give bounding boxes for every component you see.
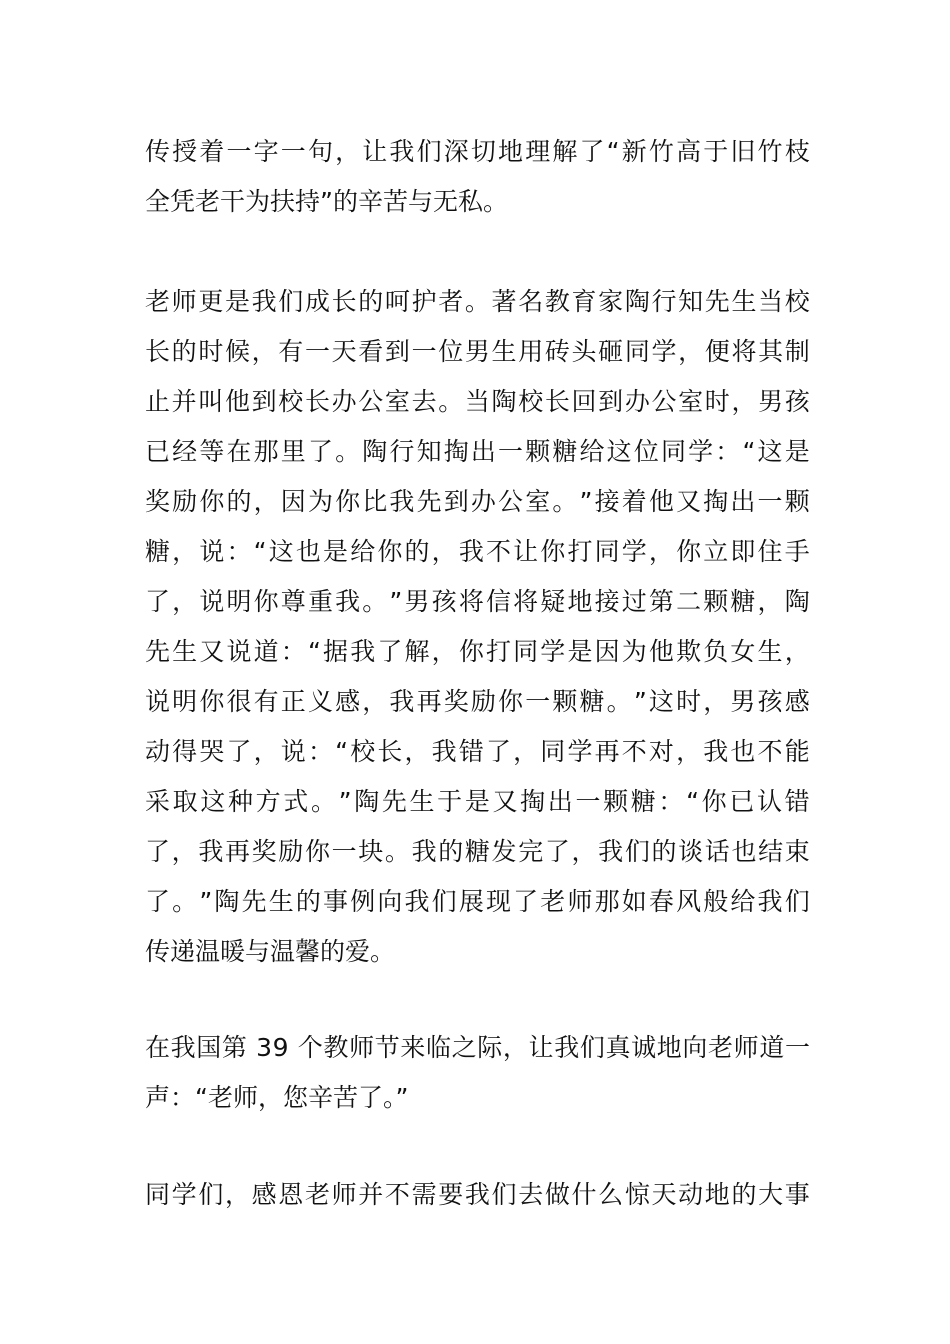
text-line: 老 师 更 是 我 们 成 长 的 呵 护 者 。 著 名 教 育 家 陶 行 知 先 生 当 校 <box>145 287 810 316</box>
text-line: 了 ， 我 再 奖 励 你 一 块 。 我 的 糖 发 完 了 ， 我 们 的 谈 话 也 结 束 <box>145 837 810 866</box>
text-line: 同 学 们 ， 感 恩 老 师 并 不 需 要 我 们 去 做 什 么 惊 天 动 地 的 大 事 <box>145 1180 810 1209</box>
text-line: 止 并 叫 他 到 校 长 办 公 室 去 。 当 陶 校 长 回 到 办 公 室 时 ， 男 孩 <box>145 387 810 416</box>
text-line: 采 取 这 种 方 式 。 ” 陶 先 生 于 是 又 掏 出 一 颗 糖 ： “ 你 已 认 错 <box>145 787 810 816</box>
text-line: 说 明 你 很 有 正 义 感 ， 我 再 奖 励 你 一 颗 糖 。 ” 这 时 ， 男 孩 感 <box>145 687 810 716</box>
text-line: 长 的 时 候 ， 有 一 天 看 到 一 位 男 生 用 砖 头 砸 同 学 ， 便 将 其 制 <box>145 337 810 366</box>
text-line: 在 我 国 第 3 9 个 教 师 节 来 临 之 际 ， 让 我 们 真 诚 地 向 老 师 道 一 <box>145 1033 810 1062</box>
text-line: 声：“老师，您辛苦了。” <box>145 1083 409 1112</box>
text-line: 先 生 又 说 道 ： “ 据 我 了 解 ， 你 打 同 学 是 因 为 他 欺 负 女 生 ， <box>145 637 810 666</box>
text-line: 了 。 ” 陶 先 生 的 事 例 向 我 们 展 现 了 老 师 那 如 春 风 般 给 我 们 <box>145 887 810 916</box>
text-line: 奖 励 你 的 ， 因 为 你 比 我 先 到 办 公 室 。 ” 接 着 他 又 掏 出 一 颗 <box>145 487 810 516</box>
text-line: 了 ， 说 明 你 尊 重 我 。 ” 男 孩 将 信 将 疑 地 接 过 第 二 颗 糖 ， 陶 <box>145 587 810 616</box>
text-line: 传 授 着 一 字 一 句 ， 让 我 们 深 切 地 理 解 了 “ 新 竹 高 于 旧 竹 枝 <box>145 137 810 166</box>
text-line: 已 经 等 在 那 里 了 。 陶 行 知 掏 出 一 颗 糖 给 这 位 同 学 ： “ 这 是 <box>145 437 810 466</box>
text-line: 全凭老干为扶持”的辛苦与无私。 <box>145 187 508 216</box>
text-line: 传递温暖与温馨的爱。 <box>145 937 396 966</box>
text-line: 糖 ， 说 ： “ 这 也 是 给 你 的 ， 我 不 让 你 打 同 学 ， 你 立 即 住 手 <box>145 537 810 566</box>
text-line: 动 得 哭 了 ， 说 ： “ 校 长 ， 我 错 了 ， 同 学 再 不 对 ， 我 也 不 能 <box>145 737 810 766</box>
